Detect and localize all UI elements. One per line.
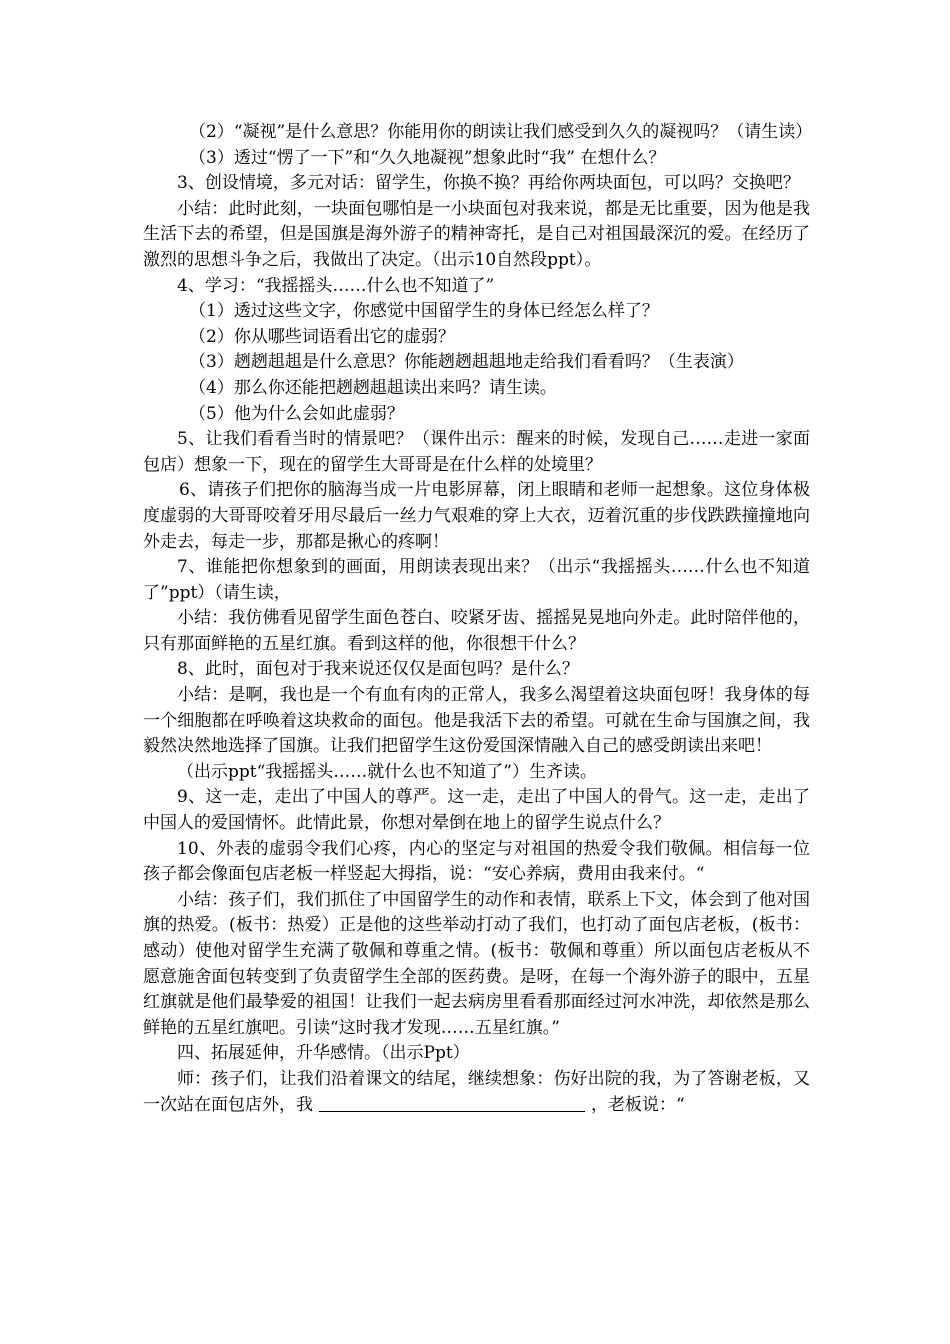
fill-in-blank-line [319, 1095, 585, 1112]
paragraph-with-blank [143, 1067, 810, 1118]
paragraph: 小结：此时此刻，一块面包哪怕是一小块面包对我来说，都是无比重要，因为他是我生活下去的希望，但是国旗是海外游子的精神寄托，是自己对祖国最深沉的爱。在经历了激烈的思想斗争之后，我做出了决定。（出示10自然段ppt）。 [143, 198, 810, 270]
paragraph: 7、谁能把你想象到的画面，用朗读表现出来？（出示“我摇摇头……什么也不知道了”ppt）（请生读， [143, 557, 810, 603]
paragraph: 10、外表的虚弱令我们心疼，内心的坚定与对祖国的热爱令我们敬佩。相信每一位孩子都会像面包店老板一样竖起大拇指，说：“安心养病，费用由我来付。“ [143, 838, 810, 885]
paragraph-text-after-blank: ，老板说：“ [591, 1094, 685, 1115]
paragraph: 小结：孩子们，我们抓住了中国留学生的动作和表情，联系上下文，体会到了他对国旗的热爱。(板书：热爱）正是他的这些举动打动了我们，也打动了面包店老板，(板书：感动）使他对留学生充满了敬佩和尊重之情。(板书：敬佩和尊重）所以面包店老板从不愿意施舍面包转变到了负责留学生全部的医药费。是呀，在每一个海外游子的眼中，五星红旗就是他们最挚爱的祖国！让我们一起去病房里看看那面经过河水冲洗，却依然是那么鲜艳的五星红旗吧。引读“这时我才发现……五星红旗。” [143, 889, 810, 1038]
paragraph: 5、让我们看看当时的情景吧？（课件出示：醒来的时候，发现自己……走进一家面包店）想象一下，现在的留学生大哥哥是在什么样的处境里？ [143, 429, 810, 475]
paragraph: （5）他为什么会如此虚弱？ [189, 403, 404, 424]
paragraph: （2）“凝视”是什么意思？你能用你的朗读让我们感受到久久的凝视吗？（请生读） [189, 122, 813, 142]
paragraph: 小结：我仿佛看见留学生面色苍白、咬紧牙齿、摇摇晃晃地向外走。此时陪伴他的，只有那面鲜艳的五星红旗。看到这样的他，你很想干什么？ [143, 608, 810, 654]
paragraph: 6、请孩子们把你的脑海当成一片电影屏幕，闭上眼睛和老师一起想象。这位身体极度虚弱的大哥哥咬着牙用尽最后一丝力气艰难的穿上大衣，迈着沉重的步伐跌跌撞撞地向外走去，每走一步，那都是揪心的疼啊！ [143, 480, 810, 552]
paragraph: 8、此时，面包对于我来说还仅仅是面包吗？是什么？ [177, 659, 579, 680]
paragraph: 9、这一走，走出了中国人的尊严。这一走，走出了中国人的骨气。这一走，走出了中国人的爱国情怀。此情此景，你想对晕倒在地上的留学生说点什么？ [143, 787, 810, 834]
paragraph: 四、拓展延伸，升华感情。（出示Ppt） [177, 1043, 470, 1064]
paragraph: 3、创设情境，多元对话：留学生，你换不换？再给你两块面包，可以吗？交换吧？ [177, 173, 800, 194]
paragraph: （1）透过这些文字，你感觉中国留学生的身体已经怎么样了？ [189, 301, 659, 322]
paragraph: （出示ppt“我摇摇头……就什么也不知道了”）生齐读。 [177, 761, 597, 782]
paragraph-text-before-blank: 师：孩子们，让我们沿着课文的结尾，继续想象：伤好出院的我，为了答谢老板，又一次站在面包店外，我 [143, 1068, 810, 1115]
paragraph: （3）趔趔趄趄是什么意思？你能趔趔趄趄地走给我们看看吗？（生表演） [189, 352, 744, 373]
paragraph: （4）那么你还能把趔趔趄趄读出来吗？请生读。 [189, 377, 557, 398]
paragraph: 小结：是啊，我也是一个有血有肉的正常人，我多么渴望着这块面包呀！我身体的每一个细胞都在呼唤着这块救命的面包。他是我活下去的希望。可就在生命与国旗之间，我毅然决然地选择了国旗。让我们把留学生这份爱国深情融入自己的感受朗读出来吧！ [143, 685, 810, 757]
paragraph: 4、学习：“我摇摇头……什么也不知道了” [177, 275, 495, 296]
paragraph: （2）你从哪些词语看出它的虚弱？ [189, 326, 455, 347]
document-body [143, 120, 813, 1118]
paragraph: （3）透过“愣了一下”和“久久地凝视”想象此时“我” 在想什么？ [189, 147, 666, 168]
